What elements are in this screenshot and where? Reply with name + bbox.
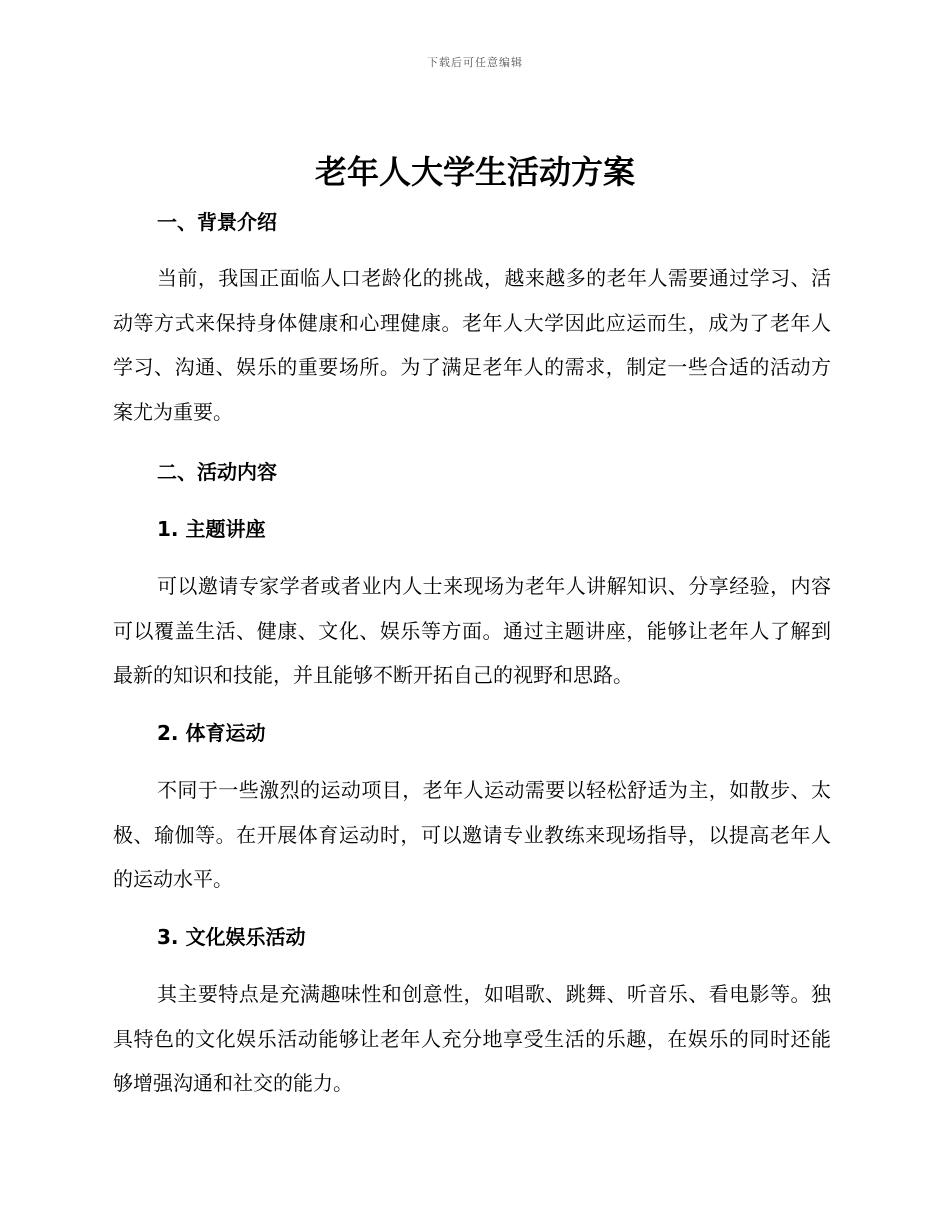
paragraph-background: 当前，我国正面临人口老龄化的挑战，越来越多的老年人需要通过学习、活动等方式来保持身体健康和心理健康。老年人大学因此应运而生，成为了老年人学习、沟通、娱乐的重要场所。为了满足老年人的需求，制定一些合适的活动方案尤为重要。 xyxy=(113,266,831,424)
section-heading-activities: 二、活动内容 xyxy=(157,460,277,484)
subheading-lectures: 1. 主题讲座 xyxy=(157,517,266,541)
paragraph-culture: 其主要特点是充满趣味性和创意性，如唱歌、跳舞、听音乐、看电影等。独具特色的文化娱乐活动能够让老年人充分地享受生活的乐趣，在娱乐的同时还能够增强沟通和社交的能力。 xyxy=(113,982,831,1095)
paragraph-sports: 不同于一些激烈的运动项目，老年人运动需要以轻松舒适为主，如散步、太极、瑜伽等。在开展体育运动时，可以邀请专业教练来现场指导，以提高老年人的运动水平。 xyxy=(113,778,831,891)
document-title: 老年人大学生活动方案 xyxy=(314,153,635,191)
section-heading-background: 一、背景介绍 xyxy=(157,210,277,234)
page-header-note: 下载后可任意编辑 xyxy=(427,56,523,69)
paragraph-lectures: 可以邀请专家学者或者业内人士来现场为老年人讲解知识、分享经验，内容可以覆盖生活、健康、文化、娱乐等方面。通过主题讲座，能够让老年人了解到最新的知识和技能，并且能够不断开拓自己的视野和思路。 xyxy=(113,574,831,687)
subheading-culture: 3. 文化娱乐活动 xyxy=(157,925,306,949)
subheading-sports: 2. 体育运动 xyxy=(157,721,266,745)
